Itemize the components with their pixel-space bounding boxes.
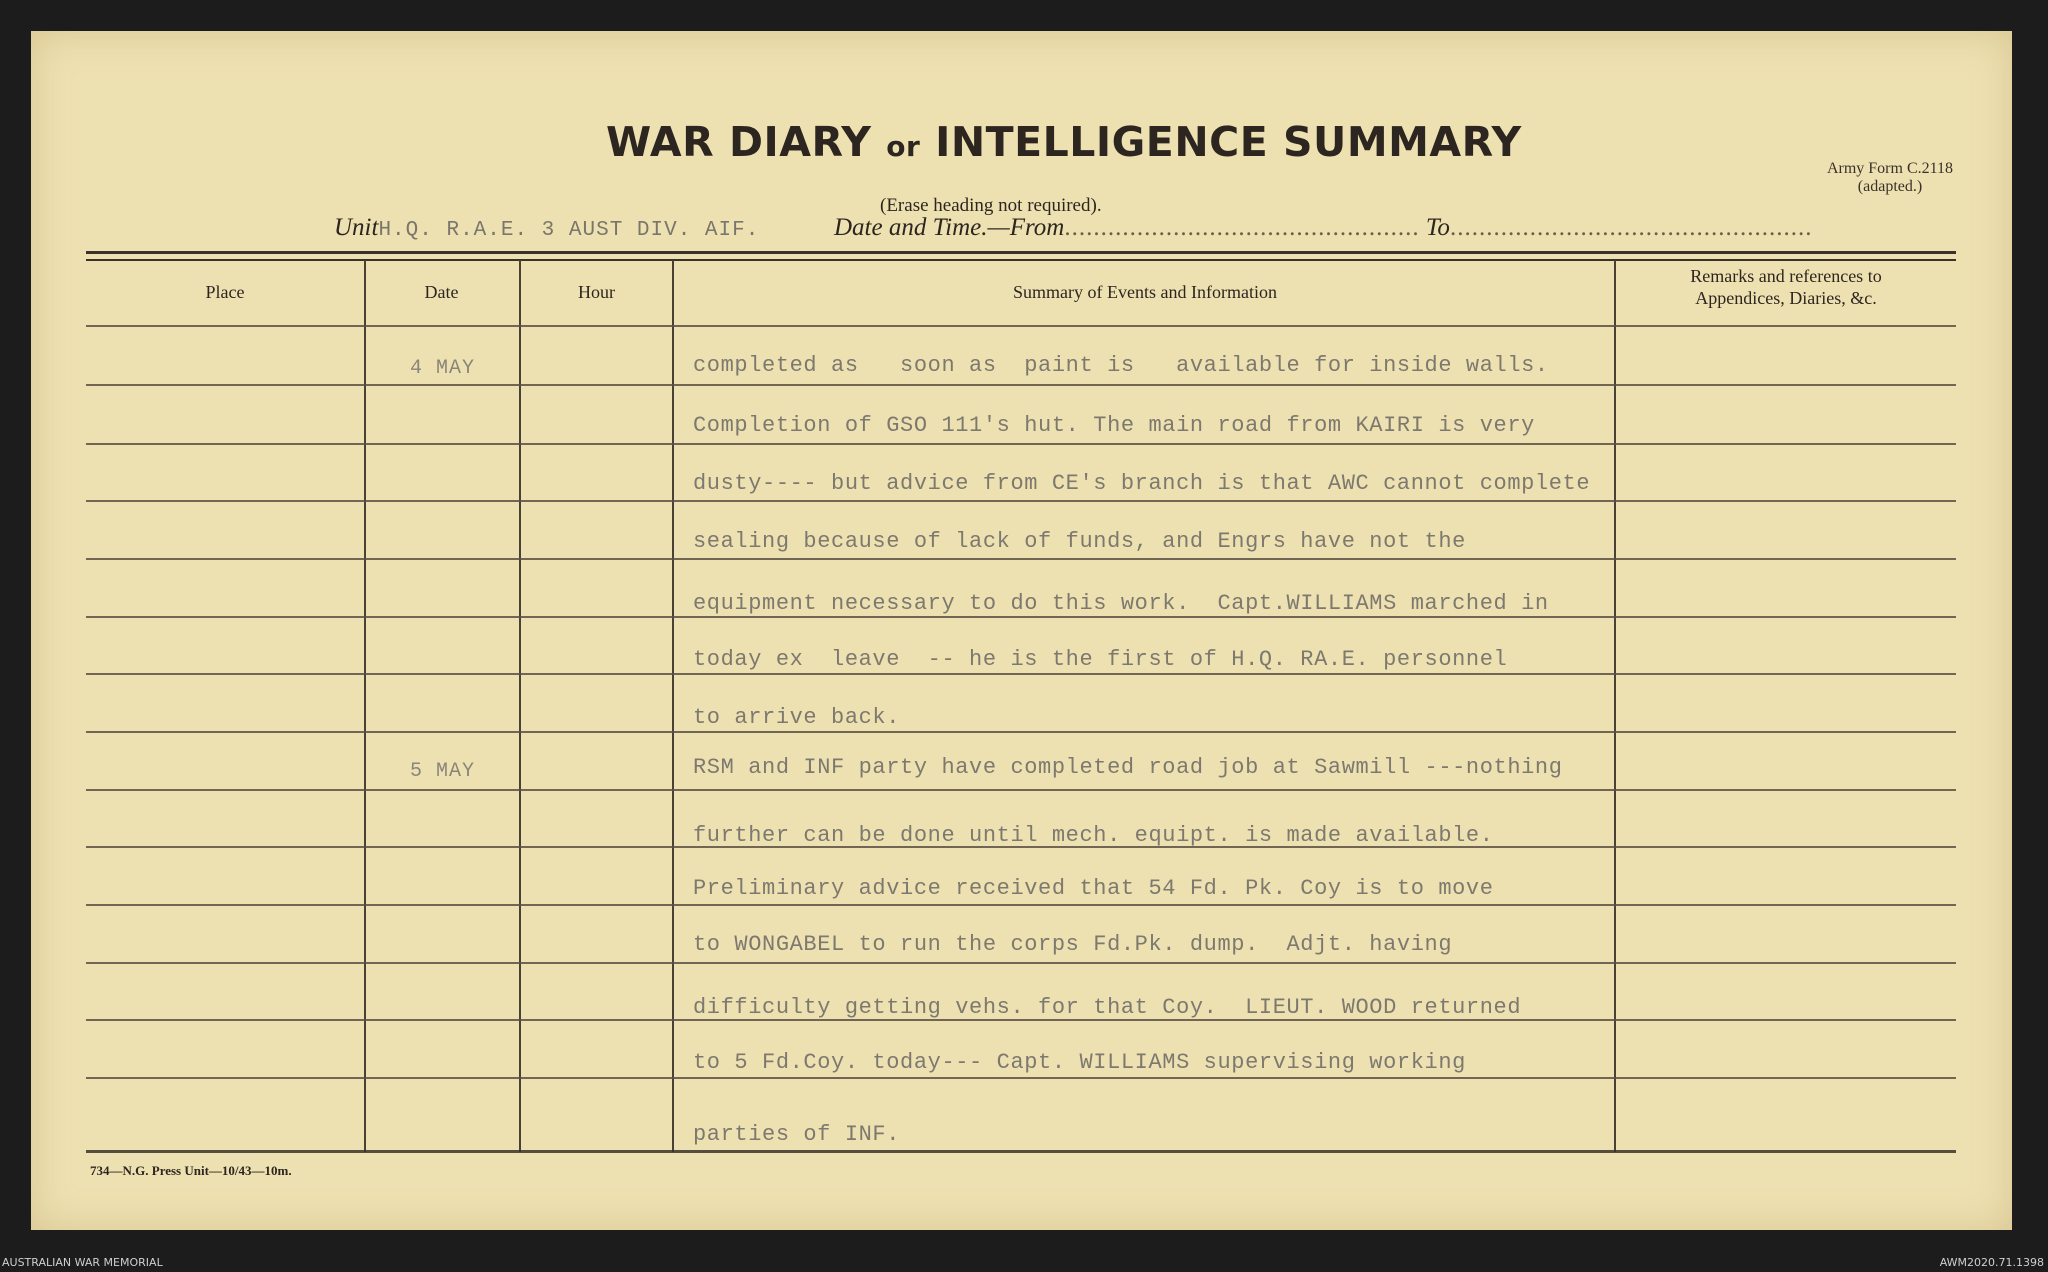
- ruled-line: [86, 673, 1956, 675]
- from-dots: .................................................: [1064, 214, 1420, 241]
- column-header-date: Date: [424, 282, 459, 302]
- summary-line: today ex leave -- he is the first of H.Q. RA.E. personnel: [693, 647, 1508, 672]
- column-header-hour: Hour: [578, 282, 615, 302]
- entry-date-2: 5 MAY: [409, 760, 475, 783]
- summary-line: Completion of GSO 111's hut. The main road from KAIRI is very: [693, 413, 1535, 438]
- header-rule-top: [86, 251, 1956, 254]
- print-code: 734—N.G. Press Unit—10/43—10m.: [90, 1163, 292, 1178]
- army-form-number: Army Form C.2118: [1826, 160, 1954, 177]
- header-rule-inner: [86, 259, 1956, 261]
- summary-line: sealing because of lack of funds, and Engrs have not the: [693, 529, 1466, 554]
- remarks-header-line1: Remarks and references to: [1690, 266, 1882, 286]
- remarks-header-line2: Appendices, Diaries, &c.: [1695, 288, 1877, 308]
- summary-line: further can be done until mech. equipt. is made available.: [693, 823, 1494, 848]
- to-dots: ..................................................: [1449, 214, 1813, 241]
- summary-line: equipment necessary to do this work. Capt.WILLIAMS marched in: [693, 591, 1549, 616]
- ruled-line: [86, 962, 1956, 964]
- ruled-line: [86, 325, 1956, 327]
- ruled-line: [86, 500, 1956, 502]
- column-header-summary: Summary of Events and Information: [1013, 282, 1277, 302]
- unit-value: H.Q. R.A.E. 3 AUST DIV. AIF.: [378, 219, 760, 242]
- column-header-place: Place: [205, 282, 245, 302]
- ruled-line: [86, 558, 1956, 560]
- ruled-line: [86, 731, 1956, 733]
- summary-line: dusty---- but advice from CE's branch is that AWC cannot complete: [693, 471, 1591, 496]
- form-title: [606, 118, 1522, 166]
- ruled-line: [86, 443, 1956, 445]
- army-form-adapted: (adapted.): [1857, 178, 1923, 195]
- title-part-1: WAR DIARY: [606, 118, 872, 166]
- summary-line: to arrive back.: [693, 705, 901, 730]
- army-form-label: [1800, 160, 1980, 196]
- summary-line: difficulty getting vehs. for that Coy. LIEUT. WOOD returned: [693, 995, 1522, 1020]
- erase-note: (Erase heading not required).: [880, 195, 1102, 216]
- date-time-line: [834, 214, 1812, 242]
- ruled-line: [86, 616, 1956, 618]
- unit-line: [334, 214, 759, 242]
- entry-date-1: 4 MAY: [409, 357, 475, 380]
- ruled-line: [86, 384, 1956, 386]
- ruled-line: [86, 1077, 1956, 1079]
- credit-right: AWM2020.71.1398: [1939, 1256, 2044, 1269]
- title-part-2: INTELLIGENCE SUMMARY: [935, 118, 1522, 166]
- summary-line: completed as soon as paint is available for inside walls.: [693, 353, 1549, 378]
- summary-line: to WONGABEL to run the corps Fd.Pk. dump. Adjt. having: [693, 932, 1453, 957]
- summary-line: parties of INF.: [693, 1122, 901, 1147]
- credit-left: AUSTRALIAN WAR MEMORIAL: [2, 1256, 163, 1269]
- ruled-line: [86, 904, 1956, 906]
- summary-line: Preliminary advice received that 54 Fd. Pk. Coy is to move: [693, 876, 1494, 901]
- summary-line: to 5 Fd.Coy. today--- Capt. WILLIAMS supervising working: [693, 1050, 1466, 1075]
- table-bottom-rule: [86, 1150, 1956, 1153]
- unit-label: Unit: [334, 214, 379, 241]
- summary-line: RSM and INF party have completed road job at Sawmill ---nothing: [693, 755, 1563, 780]
- ruled-line: [86, 789, 1956, 791]
- column-header-remarks: [1616, 265, 1956, 309]
- date-time-label: Date and Time.—From: [834, 214, 1065, 241]
- to-label: To: [1425, 214, 1450, 241]
- title-or: or: [886, 130, 921, 163]
